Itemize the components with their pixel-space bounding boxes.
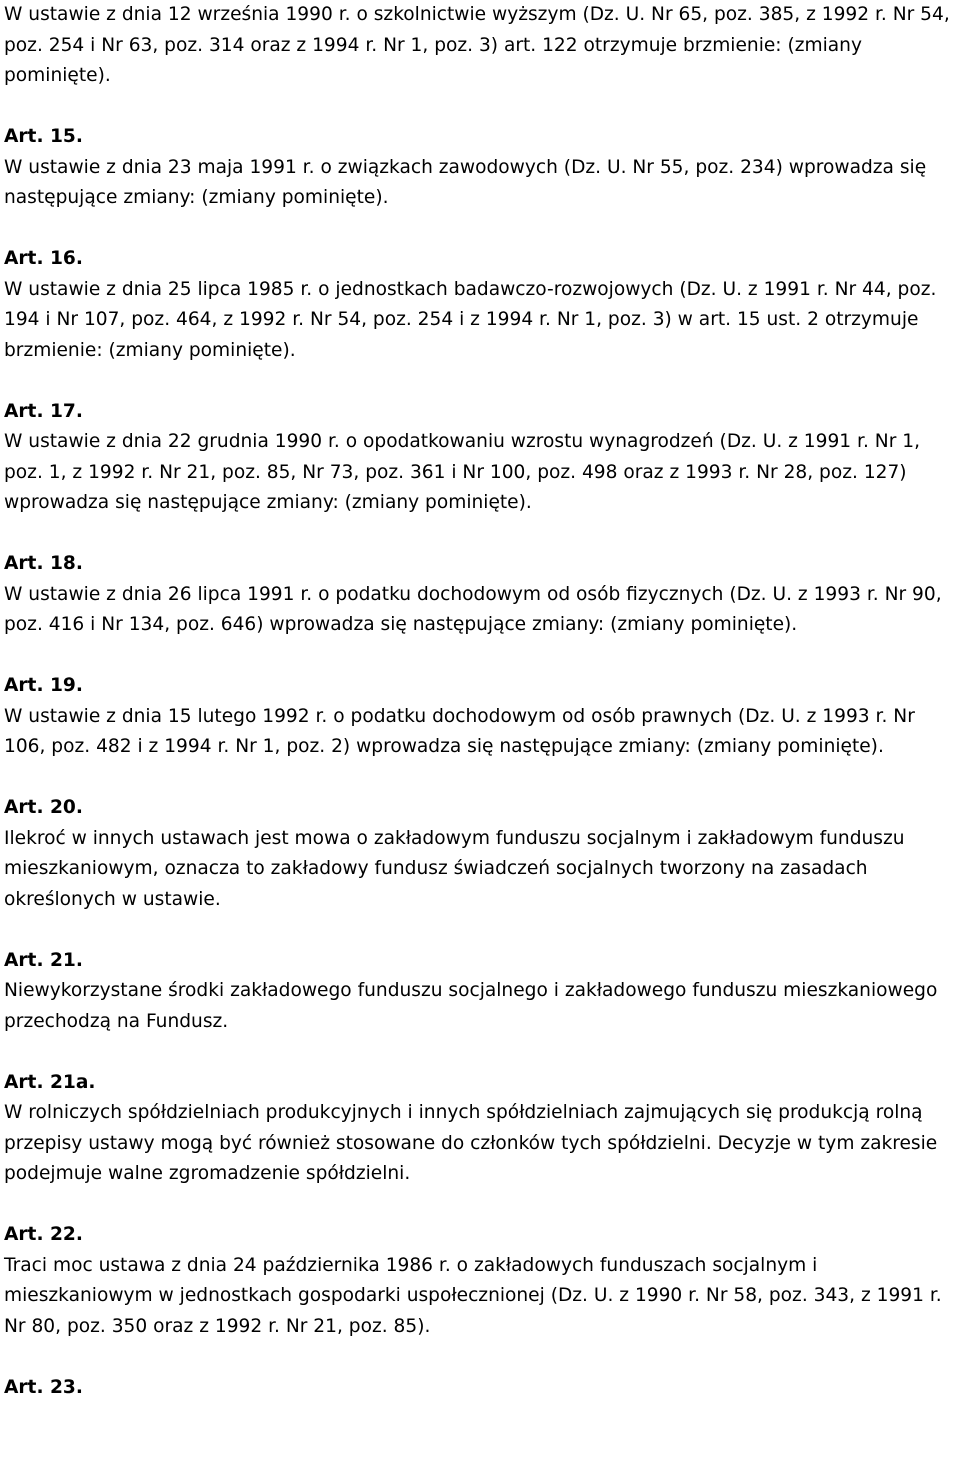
article-21 bbox=[4, 946, 956, 1038]
article-heading: Art. 21a. bbox=[4, 1071, 96, 1093]
article-text: W ustawie z dnia 25 lipca 1985 r. o jednostkach badawczo-rozwojowych (Dz. U. z 1991 r. Nr 44, poz. 194 i Nr 107, poz. 464, z 1992 r. Nr 54, poz. 254 i z 1994 r. Nr 1, poz. 3) w art. 15 ust. 2 otrzymuje brzmienie: (zmiany pominięte). bbox=[4, 278, 937, 361]
article-15 bbox=[4, 122, 956, 214]
document-page bbox=[4, 0, 956, 1434]
article-text: W rolniczych spółdzielniach produkcyjnych i innych spółdzielniach zajmujących się produkcją rolną przepisy ustawy mogą być również stosowane do członków tych spółdzielni. Decyzje w tym zakresie podejmuje walne zgromadzenie spółdzielni. bbox=[4, 1102, 938, 1184]
article-heading: Art. 18. bbox=[4, 553, 83, 574]
article-text: Traci moc ustawa z dnia 24 października 1986 r. o zakładowych funduszach socjalnym i mieszkaniowym w jednostkach gospodarki uspołecznionej (Dz. U. z 1990 r. Nr 58, poz. 343, z 1991 r. Nr 80, poz. 350 oraz z 1992 r. Nr 21, poz. 85). bbox=[4, 1254, 942, 1337]
article-heading: Art. 22. bbox=[4, 1224, 83, 1245]
article-18 bbox=[4, 549, 956, 641]
article-text: Ilekroć w innych ustawach jest mowa o zakładowym funduszu socjalnym i zakładowym funduszu mieszkaniowym, oznacza to zakładowy fundusz świadczeń socjalnych tworzony na zasadach określonych w ustawie. bbox=[4, 827, 905, 910]
article-text: Niewykorzystane środki zakładowego funduszu socjalnego i zakładowego funduszu mieszkaniowego przechodzą na Fundusz. bbox=[4, 980, 938, 1032]
intro-paragraph: W ustawie z dnia 12 września 1990 r. o szkolnictwie wyższym (Dz. U. Nr 65, poz. 385, z 1992 r. Nr 54, poz. 254 i Nr 63, poz. 314 oraz z 1994 r. Nr 1, poz. 3) art. 122 otrzymuje brzmienie: (zmiany pominięte). bbox=[4, 4, 950, 86]
article-heading: Art. 15. bbox=[4, 126, 83, 147]
article-heading: Art. 20. bbox=[4, 797, 83, 818]
article-23 bbox=[4, 1373, 956, 1404]
article-text: W ustawie z dnia 15 lutego 1992 r. o podatku dochodowym od osób prawnych (Dz. U. z 1993 r. Nr 106, poz. 482 i z 1994 r. Nr 1, poz. 2) wprowadza się następujące zmiany: (zmiany pominięte). bbox=[4, 705, 915, 757]
article-text: W ustawie z dnia 22 grudnia 1990 r. o opodatkowaniu wzrostu wynagrodzeń (Dz. U. z 1991 r. Nr 1, poz. 1, z 1992 r. Nr 21, poz. 85, Nr 73, poz. 361 i Nr 100, poz. 498 oraz z 1993 r. Nr 28, poz. 127) wprowadza się następujące zmiany: (zmiany pominięte). bbox=[4, 431, 921, 513]
article-heading: Art. 23. bbox=[4, 1376, 83, 1398]
article-heading: Art. 17. bbox=[4, 400, 83, 422]
article-text: W ustawie z dnia 23 maja 1991 r. o związkach zawodowych (Dz. U. Nr 55, poz. 234) wprowadza się następujące zmiany: (zmiany pominięte). bbox=[4, 156, 927, 208]
article-text: W ustawie z dnia 26 lipca 1991 r. o podatku dochodowym od osób fizycznych (Dz. U. z 1993 r. Nr 90, poz. 416 i Nr 134, poz. 646) wprowadza się następujące zmiany: (zmiany pominięte). bbox=[4, 583, 942, 635]
article-heading: Art. 16. bbox=[4, 248, 83, 269]
article-heading: Art. 21. bbox=[4, 949, 83, 971]
article-21a bbox=[4, 1068, 956, 1190]
article-17 bbox=[4, 397, 956, 519]
article-heading: Art. 19. bbox=[4, 675, 83, 696]
article-20 bbox=[4, 793, 956, 915]
article-16 bbox=[4, 244, 956, 366]
article-19 bbox=[4, 671, 956, 763]
intro-block bbox=[4, 0, 956, 92]
article-22 bbox=[4, 1220, 956, 1342]
